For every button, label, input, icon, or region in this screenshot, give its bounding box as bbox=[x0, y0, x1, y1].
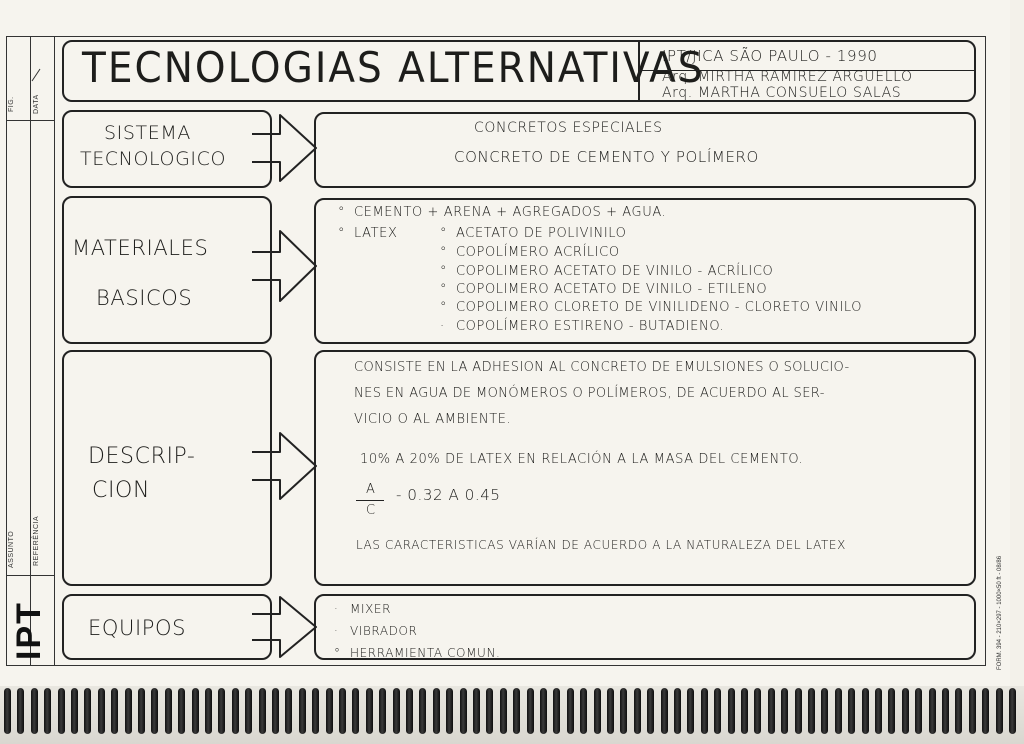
spiral-coil bbox=[701, 688, 708, 734]
spiral-coil bbox=[285, 688, 292, 734]
spiral-coil bbox=[486, 688, 493, 734]
author-2: Arq. MARTHA CONSUELO SALAS bbox=[662, 85, 902, 101]
arrow-right-icon bbox=[250, 228, 320, 304]
spiral-coil bbox=[942, 688, 949, 734]
content-descripcion-line-6: LAS CARACTERISTICAS VARÍAN DE ACUERDO A LA NATURALEZA DEL LATEX bbox=[356, 538, 846, 552]
spiral-coil bbox=[17, 688, 24, 734]
spiral-coil bbox=[326, 688, 333, 734]
spiral-coil bbox=[594, 688, 601, 734]
spiral-coil bbox=[245, 688, 252, 734]
margin-rule bbox=[6, 120, 54, 121]
spiral-coil bbox=[982, 688, 989, 734]
spiral-coil bbox=[393, 688, 400, 734]
content-descripcion-line-4: 10% A 20% DE LATEX EN RELACIÓN A LA MASA DEL CEMENTO. bbox=[360, 452, 804, 467]
spiral-coil bbox=[71, 688, 78, 734]
spiral-coil bbox=[567, 688, 574, 734]
label-sistema-line-1: SISTEMA bbox=[104, 122, 191, 144]
label-equipos: EQUIPOS bbox=[88, 616, 187, 640]
spiral-coil bbox=[473, 688, 480, 734]
author-1: Arq. MIRTHA RAMIREZ ARGUELLO bbox=[662, 69, 913, 85]
spiral-coil bbox=[553, 688, 560, 734]
spiral-coil bbox=[580, 688, 587, 734]
spiral-coil bbox=[232, 688, 239, 734]
spiral-coil bbox=[835, 688, 842, 734]
header-box bbox=[62, 40, 976, 102]
spiral-coil bbox=[58, 688, 65, 734]
assunto-label: ASSUNTO bbox=[8, 530, 15, 568]
spiral-coil bbox=[848, 688, 855, 734]
label-descripcion-line-1: DESCRIP- bbox=[88, 444, 196, 469]
spiral-coil bbox=[44, 688, 51, 734]
spiral-coil bbox=[754, 688, 761, 734]
spiral-coil bbox=[888, 688, 895, 734]
spiral-coil bbox=[272, 688, 279, 734]
content-descripcion-line-3: VICIO O AL AMBIENTE. bbox=[354, 412, 512, 427]
content-materiales-line-7: ° COPOLIMERO CLORETO DE VINILIDENO - CLORETO VINILO bbox=[440, 300, 863, 315]
org-line: IPT/JICA SÃO PAULO - 1990 bbox=[662, 47, 878, 65]
ipt-logo: IPT bbox=[10, 601, 48, 660]
spiral-coil bbox=[687, 688, 694, 734]
content-descripcion-line-2: NES EN AGUA DE MONÓMEROS O POLÍMEROS, DE ACUERDO AL SER- bbox=[354, 386, 825, 401]
referencia-label: REFERÊNCIA bbox=[33, 515, 40, 566]
arrow-right-icon bbox=[250, 430, 320, 502]
spiral-coil bbox=[446, 688, 453, 734]
spiral-coil bbox=[795, 688, 802, 734]
spiral-coil bbox=[111, 688, 118, 734]
spiral-coil bbox=[661, 688, 668, 734]
spiral-coil bbox=[513, 688, 520, 734]
content-materiales-line-6: ° COPOLIMERO ACETATO DE VINILO - ETILENO bbox=[440, 282, 768, 297]
spiral-coil bbox=[352, 688, 359, 734]
spiral-coil bbox=[125, 688, 132, 734]
fraction-numerator: A bbox=[366, 482, 376, 497]
content-materiales-line-1: ° CEMENTO + ARENA + AGREGADOS + AGUA. bbox=[338, 205, 667, 220]
spiral-coil bbox=[500, 688, 507, 734]
spiral-coil bbox=[366, 688, 373, 734]
spiral-coil bbox=[406, 688, 413, 734]
spiral-coil bbox=[540, 688, 547, 734]
content-materiales-line-4: ° COPOLÍMERO ACRÍLICO bbox=[440, 245, 620, 260]
spiral-coil bbox=[902, 688, 909, 734]
content-descripcion-line-1: CONSISTE EN LA ADHESION AL CONCRETO DE EMULSIONES O SOLUCIO- bbox=[354, 360, 850, 375]
spiral-coil bbox=[178, 688, 185, 734]
spiral-coil bbox=[955, 688, 962, 734]
spiral-coil bbox=[714, 688, 721, 734]
spiral-coil bbox=[433, 688, 440, 734]
spiral-coil bbox=[607, 688, 614, 734]
slash-mark bbox=[30, 68, 42, 82]
label-descripcion-line-2: CION bbox=[92, 478, 151, 503]
content-equipos-line-3: ° HERRAMIENTA COMUN. bbox=[334, 646, 501, 660]
spiral-coil bbox=[419, 688, 426, 734]
margin-divider bbox=[30, 36, 31, 666]
spiral-coil bbox=[674, 688, 681, 734]
spiral-coil bbox=[862, 688, 869, 734]
form-code: FORM. 394 - 210×297 - 1000×50 ft - 08/86 bbox=[997, 555, 1003, 670]
content-sistema-line-2: CONCRETO DE CEMENTO Y POLÍMERO bbox=[454, 148, 759, 166]
spiral-coil bbox=[4, 688, 11, 734]
spiral-coil bbox=[527, 688, 534, 734]
spiral-coil bbox=[768, 688, 775, 734]
spiral-coil bbox=[875, 688, 882, 734]
spiral-coil bbox=[218, 688, 225, 734]
spiral-coil bbox=[259, 688, 266, 734]
spiral-coil bbox=[339, 688, 346, 734]
label-materiales-line-2: BASICOS bbox=[96, 286, 193, 310]
ratio-range: - 0.32 A 0.45 bbox=[396, 486, 501, 504]
spiral-coil bbox=[929, 688, 936, 734]
header-divider bbox=[638, 42, 640, 100]
spiral-coil bbox=[312, 688, 319, 734]
content-materiales-line-3: ° ACETATO DE POLIVINILO bbox=[440, 226, 627, 241]
margin-rule bbox=[6, 575, 54, 576]
content-materiales-line-5: ° COPOLIMERO ACETATO DE VINILO - ACRÍLICO bbox=[440, 264, 774, 279]
content-sistema-line-1: CONCRETOS ESPECIALES bbox=[474, 120, 663, 136]
spiral-coil bbox=[781, 688, 788, 734]
spiral-coil bbox=[969, 688, 976, 734]
spiral-coil bbox=[647, 688, 654, 734]
spiral-coil bbox=[98, 688, 105, 734]
spiral-coil bbox=[192, 688, 199, 734]
fig-label: FIG. bbox=[8, 96, 15, 112]
spiral-coil bbox=[299, 688, 306, 734]
spiral-coil bbox=[151, 688, 158, 734]
content-materiales-line-8: · COPOLÍMERO ESTIRENO - BUTADIENO. bbox=[440, 319, 725, 334]
label-box-materiales bbox=[62, 196, 272, 344]
spiral-coil bbox=[1009, 688, 1016, 734]
content-equipos-line-1: · MIXER bbox=[334, 602, 392, 616]
fraction-bar bbox=[356, 500, 384, 501]
spiral-coil bbox=[620, 688, 627, 734]
spiral-coil bbox=[741, 688, 748, 734]
spiral-coil bbox=[634, 688, 641, 734]
spiral-coil bbox=[996, 688, 1003, 734]
spiral-coil bbox=[379, 688, 386, 734]
spiral-coil bbox=[808, 688, 815, 734]
content-equipos-line-2: · VIBRADOR bbox=[334, 624, 418, 638]
data-label: DATA bbox=[33, 94, 40, 114]
spiral-coil bbox=[915, 688, 922, 734]
label-sistema-line-2: TECNOLOGICO bbox=[80, 148, 227, 170]
page-title: TECNOLOGIAS ALTERNATIVAS bbox=[82, 44, 705, 93]
arrow-right-icon bbox=[250, 112, 320, 184]
arrow-right-icon bbox=[250, 594, 320, 660]
spiral-coil bbox=[728, 688, 735, 734]
spiral-coil bbox=[31, 688, 38, 734]
fraction-denominator: C bbox=[366, 503, 376, 518]
spiral-coil bbox=[205, 688, 212, 734]
spiral-coil bbox=[460, 688, 467, 734]
content-materiales-line-2: ° LATEX bbox=[338, 226, 398, 241]
spiral-coil bbox=[821, 688, 828, 734]
spiral-coil bbox=[165, 688, 172, 734]
spiral-coil bbox=[138, 688, 145, 734]
label-materiales-line-1: MATERIALES bbox=[72, 236, 209, 260]
spiral-coil bbox=[84, 688, 91, 734]
